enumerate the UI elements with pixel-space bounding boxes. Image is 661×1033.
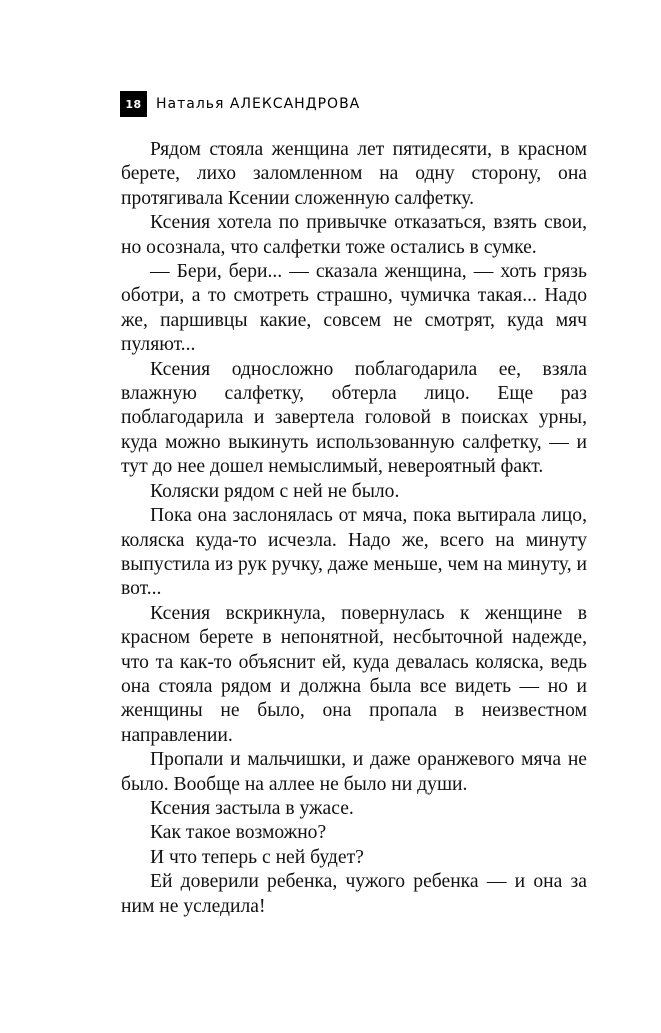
paragraph: Ей доверили ребенка, чужого ребенка — и она за ним не уследила!	[121, 871, 587, 917]
paragraph: Ксения хотела по привычке отказаться, взять свои, но осознала, что салфетки тоже остались в сумке.	[121, 212, 587, 258]
paragraph: Коляски рядом с ней не было.	[150, 480, 400, 502]
paragraph: И что теперь с ней будет?	[150, 846, 364, 868]
page-number: 18	[120, 91, 147, 117]
paragraph: Ксения односложно поблагодарила ее, взяла влажную салфетку, обтерла лицо. Еще раз поблагодарила и завертела головой в поисках урны, куда можно выкинуть использованную салфетку, — и тут до нее дошел немыслимый, невероятный факт.	[121, 358, 587, 478]
paragraph: — Бери, бери... — сказала женщина, — хоть грязь оботри, а то смотреть страшно, чумичка такая... Надо же, паршивцы какие, совсем не смотрят, куда мяч пуляют...	[121, 261, 587, 356]
running-head	[120, 91, 360, 117]
paragraph: Пока она заслонялась от мяча, пока вытирала лицо, коляска куда-то исчезла. Надо же, всего на минуту выпустила из рук ручку, даже меньше, чем на минуту, и вот...	[121, 505, 587, 600]
paragraph: Ксения застыла в ужасе.	[150, 797, 354, 819]
paragraph: Рядом стояла женщина лет пятидесяти, в красном берете, лихо заломленном на одну сторону, она протягивала Ксении сложенную салфетку.	[121, 139, 587, 209]
text-body	[121, 138, 587, 919]
paragraph: Пропали и мальчишки, и даже оранжевого мяча не было. Вообще на аллее не было ни души.	[121, 749, 587, 795]
paragraph: Как такое возможно?	[150, 822, 327, 844]
paragraph: Ксения вскрикнула, повернулась к женщине в красном берете в непонятной, несбыточной надежде, что та как-то объяснит ей, куда девалась коляска, ведь она стояла рядом и должна была все видеть — но и женщины не было, она пропала в неизвестном направлении.	[121, 602, 587, 746]
author-name: Наталья АЛЕКСАНДРОВА	[156, 96, 361, 112]
